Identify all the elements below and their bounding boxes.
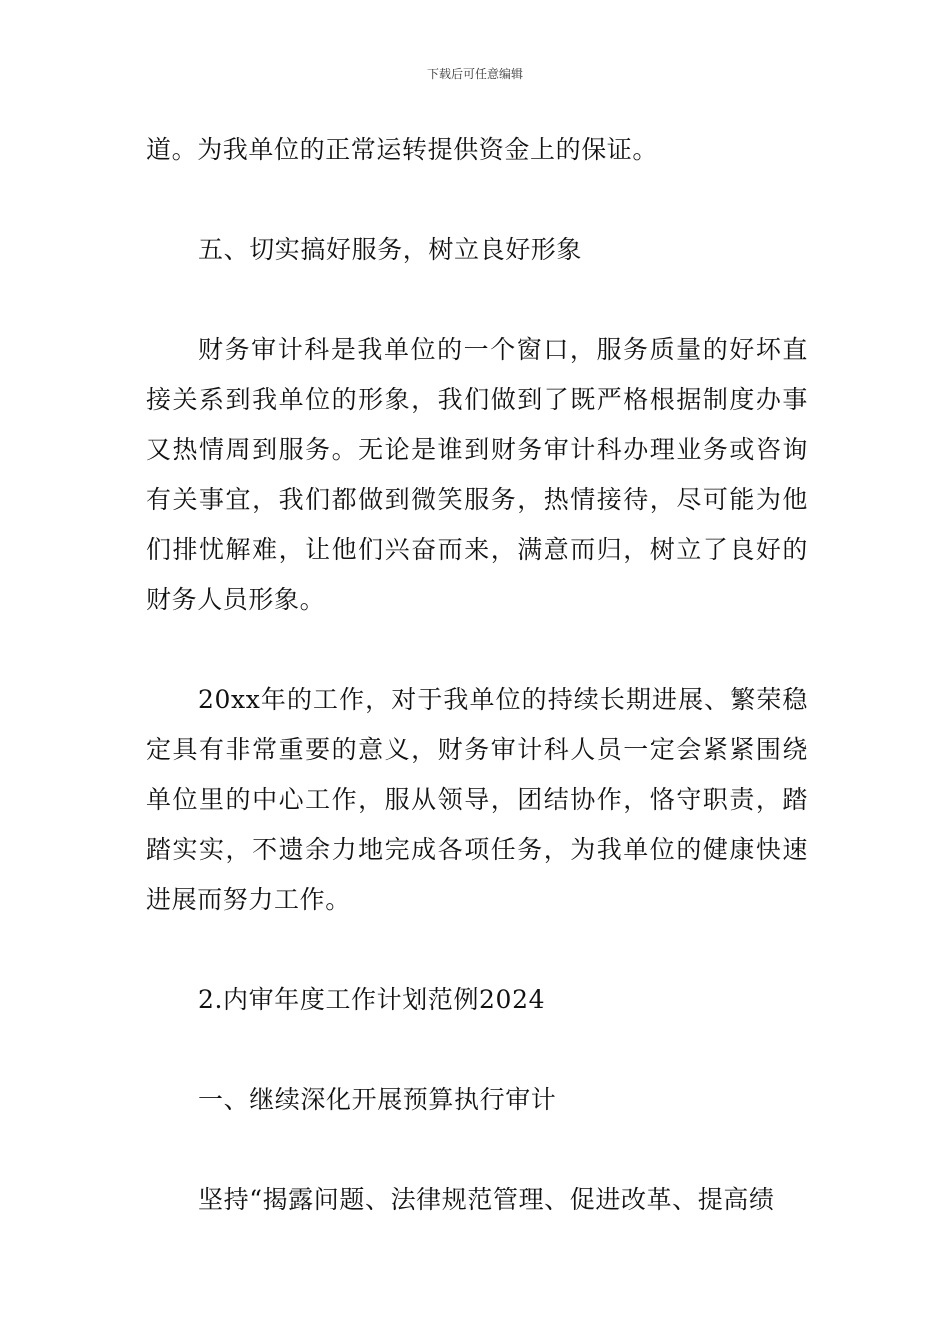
- paragraph-continuation: 道。为我单位的正常运转提供资金上的保证。: [146, 135, 659, 164]
- paragraph-principle: 坚持“揭露问题、法律规范管理、促进改革、提高绩: [198, 1185, 775, 1214]
- paragraph-outlook: 20xx年的工作，对于我单位的持续长期进展、繁荣稳定具有非常重要的意义，财务审计科人员一定会紧紧围绕单位里的中心工作，服从领导，团结协作，恪守职责，踏踏实实，不遗余力地完成各项任务，为我单位的健康快速进展而努力工作。: [146, 685, 808, 914]
- section-heading-one: 一、继续深化开展预算执行审计: [198, 1085, 557, 1114]
- paragraph-service: 财务审计科是我单位的一个窗口，服务质量的好坏直接关系到我单位的形象，我们做到了既严格根据制度办事又热情周到服务。无论是谁到财务审计科办理业务或咨询有关事宜，我们都做到微笑服务，热情接待，尽可能为他们排忧解难，让他们兴奋而来，满意而归，树立了良好的财务人员形象。: [146, 335, 808, 614]
- document-body: [146, 125, 808, 1225]
- page-header-note: 下载后可任意编辑: [426, 67, 523, 81]
- section-heading-five: 五、切实搞好服务，树立良好形象: [198, 235, 583, 264]
- document-subtitle: 2.内审年度工作计划范例2024: [198, 985, 546, 1014]
